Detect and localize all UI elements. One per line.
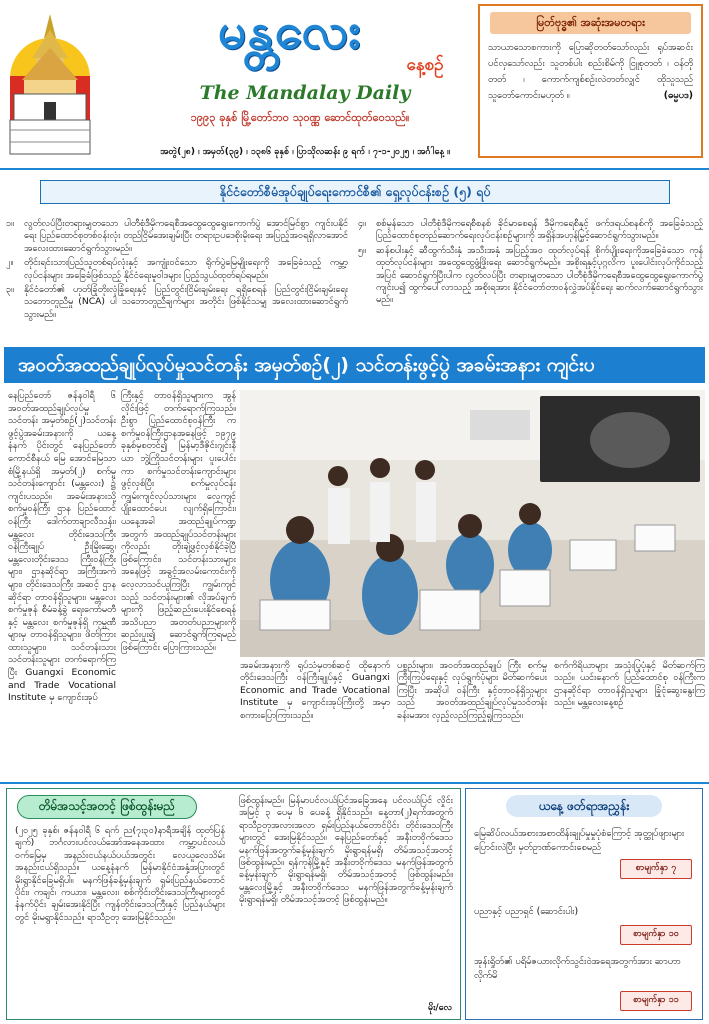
- pagoda-logo-icon: [6, 8, 94, 160]
- contents-page-label: စာမျက်နှာ ၇: [620, 859, 692, 879]
- objectives-body: [6, 218, 703, 336]
- article-column-1: နေပြည်တော် ဇန်နဝါရီ ၆ အဝတ်အထည်ချုပ်လုပ်မှု သင်တန်း အမှတ်စဉ်(၂)သင်တန်း ဖွင့်ပွဲအခမ်းအနားကို ယနေ့ နံနက် ပိုင်းတွင် နေပြည်တော်ကောင်စီနယ် မြေ အောင်မြေသာစံမြို့နယ်ရှိ အမှတ်(၂) စက်မှုသင်တန်းကျောင်း (မန္တလေး) ၌ ကျင်းပသည်။ အခမ်းအနားသို့ စက်မှုဝန်ကြီး ဌာန ပြည်ထောင်ဝန်ကြီး ဒေါက်တာချာလီသန်း၊ မန္တလေး တိုင်းဒေသကြီး ဝန်ကြီးချုပ် ဦးမြိုးဆွေ၊ မန္တလေးတိုင်းဒေသ ကြီးဝန်ကြီးများ၊ ဌာနဆိုင်ရာ အကြီးအကဲများ၊ တိုင်းဒေသကြီး အဆင့် ဌာနဆိုင်ရာ တာဝန်ရှိသူများ၊ မန္တလေးစက်မှုဇုန် စီမံခန့်ခွဲ ရေးကော်မတီနှင့် မန္တလေး စက်မှုဇုန်ရှိ ကုမ္ပဏီများမှ တာဝန်ရှိသူများ၊ ဖိတ်ကြားထားသူများ၊ သင်တန်းသား သင်တန်းသူများ တက်ရောက်ကြပြီး Guangxi Economic and Trade Vocational Institute မှ ကျောင်းအုပ်: [8, 390, 116, 704]
- weather-forecast-box: [6, 788, 461, 1020]
- tagline: ၁၉၉၃ ခုနှစ် မြို့တော်ဘဝ သုဝဏ္ဏ ဆောင်ထုတ်ဝေသည်။: [190, 111, 410, 124]
- objective-number: ၂။: [6, 257, 14, 269]
- english-title: The Mandalay Daily: [199, 82, 411, 104]
- buddha-quote-box: [478, 4, 703, 158]
- article-column-4: ပစ္စည်းများ၊ အဝတ်အထည်ချုပ် ကြီး စက်မှုကြီးကြပ်ရေးနှင့် လုပ်ရွက်ပုံများ မိတ်ဆက်ပေးကြပြီး အဆိုပါ ဝန်ကြီး နှင့်တာဝန်ရှိသူများသည် အဝတ်အထည်ချုပ်လုပ်မှုသင်တန်း ခန်းမအား လှည့်လည်ကြည့်ရှုကြသည်။: [397, 660, 547, 721]
- newspaper-title: မန္တလေး: [217, 1, 363, 60]
- objective-text: လွတ်လပ်ပြီးတရားမျှတသော ပါတီစုံဒီမိုကရေစီအထွေထွေရွေးကောက်ပွဲ အောင်မြင်စွာ ကျင်းပနိုင်ရေး ပြည်ထောင်စုတစ်ဝန်းလုံး တည်ငြိမ်အေးချမ်းပြီး တရားဥပဒေစိုးမိုးရေး အပြည့်အဝရရှိလာအောင် အလေးထားဆောင်ရွက်သွားမည်။: [24, 218, 348, 254]
- quote-text: [488, 40, 693, 104]
- headline-garment-training: အဝတ်အထည်ချုပ်လုပ်မှုသင်တန်း အမှတ်စဉ်(၂) သင်တန်းဖွင့်ပွဲ အခမ်းအနား ကျင်းပ: [4, 347, 705, 383]
- training-class-photo: [240, 390, 705, 657]
- objective-item: [6, 218, 348, 255]
- newspaper-subtitle: နေ့စဉ်: [406, 55, 444, 75]
- headline-five-objectives: နိုင်ငံတော်စီမံအုပ်ချုပ်ရေးကောင်စီ၏ ရှေ့လုပ်ငန်းစဉ် (၅) ရပ်: [40, 180, 670, 204]
- contents-heading: ယနေ့ ဖတ်ရာအညွှန်း: [506, 795, 662, 817]
- contents-item-text: မြေဆိပ်လယ်အစားအစာထိန်းချုပ်မှုမှုပုံစံကြောင့် အုတ္ထုပ်ဖျားများ ပြောင်းလဲပြီး မှတ်ဥာဏ်ကောင်းစေမည်: [474, 828, 685, 853]
- quote-body: သာယာသောစကားကို ပြောဆိုတတ်သော်လည်း ရုပ်အဆင်းပင်လှသော်လည်း သူတစ်ပါး စည်းစိမ်ကို ငြူစုတတ် ၊ ဝန်တိုတတ် ၊ ကောက်ကျစ်စဉ်းလဲတတ်လျှင် ထိုသူသည် သူတော်ကောင်းမဟုတ် ။: [488, 42, 693, 101]
- objective-number: ၃။: [6, 284, 14, 296]
- objective-item: [6, 257, 348, 282]
- objectives-left-column: [6, 218, 348, 323]
- weather-credit: မိုး/လေ: [427, 1003, 452, 1013]
- objectives-right-column: [358, 218, 703, 309]
- section-rule: [0, 782, 709, 784]
- contents-box: [465, 788, 703, 1020]
- article-column-5: စက်ကိရိယာများ အသုံးပြုပုံနှင့် မိတ်ဆက်ကြသည်။ ယင်းနောက် ပြည်ထောင်စု ဝန်ကြီးက ဌာနဆိုင်ရာ တာဝန်ရှိသူများ ခြုံငုံဆွေးနွေးကြသည်။ မန္တလေးနေ့စဉ်: [554, 660, 705, 709]
- masthead-rule: [0, 168, 709, 170]
- article-below-photo: [240, 660, 705, 778]
- article-column-3: အခမ်းအနားကို ရုပ်သံမှတစ်ဆင့် ထိုနောက် တိုင်းဒေသကြီး ဝန်ကြီးချုပ်နှင့် Guangxi Economic and Trade Vocational Institute မှ ကျောင်းအုပ်ကြီးတို့ အမှာစကားပြောကြားသည်။: [240, 660, 390, 721]
- objective-item: [358, 218, 703, 243]
- weather-column-2: ဖြစ်ထွန်းမည်။ မြန်မာပင်လယ်ပြင်အခြေအနေ ပင်လယ်ပြင် လှိုင်းအမြင့် ၃ ပေမှ ၆ ပေခန့် ရှိနိုင်သည်။ နေ့တာ(၂)ရက်အတွက် ရာသီဥတုအလားအလာ ရှမ်းပြည်နယ်တောင်ပိုင်း တိုင်းဒေသကြီးများတွင် အေးမြနိုင်သည်။ နေပြည်တော်နှင့် အနီးတဝိုက်ဒေသ မနက်ဖြန်အတွက်ခန့်မှန်းချက် မိုးရွာရန်မရှိ၊ တိမ်အသင့်အတင့်ဖြစ်ထွန်းမည်။ ရန်ကုန်မြို့နှင့် အနီးတဝိုက်ဒေသ မနက်ဖြန်အတွက်ခန့်မှန်းချက် မိုးရွာရန်မရှိ၊ တိမ်အသင့်အတင့် ဖြစ်ထွန်းမည်။ မန္တလေးမြို့နှင့် အနီးတဝိုက်ဒေသ မနက်ဖြန်အတွက်ခန့်မှန်းချက် မိုးရွာရန်မရှိ၊ တိမ်အသင့်အတင့် ဖြစ်ထွန်းမည်။: [239, 795, 453, 906]
- objective-text: တိုင်းရင်းသားပြည်သူတစ်ရပ်လုံးနှင့် အကျုံးဝင်သော ရိုက်ပွဲမြေမျိုးရေးကို အခြေခံသည့် ကမ္ဘာ့လုပ်ငန်းများ အခြေခံဖြစ်သည့် နိုင်ငံရေးမူဝါဒများ ပြည့်သွယ်ထုတ်ရပ်ရမည်။: [24, 257, 348, 281]
- objective-number: ၄။: [358, 218, 366, 229]
- contents-page-label: စာမျက်နှာ ၁၁: [620, 991, 692, 1011]
- objective-text: နိုင်ငံတော်၏ ဟုတ်ခြုံတိုးလုံခြုံရေးနှင့် ပြည်တွင်းငြိမ်းချမ်းရေး ရရှိစေရန် ပြည်တွင်းငြိမ်းချမ်းရေးသဘောတူညီမှု (NCA) ပါ သဘောတူညီချက်များ အတိုင်း ဖြစ်နိုင်သမျှ အလေးထားဆောင်ရွက်သွားမည်။: [24, 284, 348, 320]
- contents-item-text: အုန်းရှိုတ်၏ ပရိမ်ဇယားလိုက်သွင်းဝဲအရေအတွက်အား ဆာဟာ လိုက်မိ: [474, 956, 681, 981]
- article-column-2: ကြီးနှင့် တာဝန်ရှိသူများက အွန် လိုင်းဖြင့် တက်ရောက်ကြသည်။ ဦးစွာ ပြည်ထောင်စုဝန်ကြီး က စက်မှုဝန်ကြီးဌာနအနေဖြင့် ၁၉၇၉ ခုနှစ်မှစတင်၍ မြန်မာ့ဒီဇိုင်းဂျင်းနီယာ ဘွဲ့ကြိုသင်တန်းများ ပူးပေါင်းကာ စက်မှုသင်တန်းကျောင်းများ ဖွင့်လှစ်ပြီး စက်မှုလုပ်ငန်းကျွမ်းကျင်လုပ်သားများ လေ့ကျင့်ပျိုးထောင်ပေး လျက်ရှိကြောင်း၊ ယနေ့အခါ အထည်ချုပ်ကဏ္ဍအတွက် အထည်ချုပ်သင်တန်းများကိုလည်း တိုးချဲ့ဖွင့်လှစ်နိုင်ခဲ့ပြီ ဖြစ်ကြောင်း၊ သင်တန်းသားများအနေဖြင့် အခွင့်အလမ်းကောင်းကို လေ့လာသင်ယူကြပြီး ကျွမ်းကျင်သည့် သင်တန်းများ၏ လိုအပ်ချက်များကို ဖြည့်ဆည်းပေးနိုင်စေရန် အသိပညာ အတတ်ပညာများကို ဆည်းပူး၍ ဆောင်ရွက်ကြရမည် ဖြစ်ကြောင်း ပြောကြားသည်။: [121, 390, 236, 653]
- issue-line: အတွဲ(၂၈) ၊ အမှတ်(၃၉) ၊ ၁၃၈၆ ခုနှစ် ၊ ပြာသိုလဆန်း ၉ ရက် ၊ ၇-၁-၂၀၂၅ ၊ အင်္ဂါနေ့ ။: [160, 147, 450, 157]
- contents-page-label: စာမျက်နှာ ၁၀: [620, 925, 692, 945]
- objective-item: [358, 245, 703, 307]
- objective-number: ၁။: [6, 218, 14, 229]
- contents-item-text: ပညာနှင့် ပညာရှင် (ဆောင်းပါး): [474, 906, 579, 917]
- training-photo-image: [240, 390, 705, 657]
- objective-text: စစ်မှန်သော ပါတီစုံဒီမိုကရေစီစနစ် ခိုင်မာစေရန် ဒီမိုကရေစီနှင့် ဖက်ဒရယ်စနစ်ကို အခြေခံသည့် ပြည်ထောင်စုတည်ဆောက်ရေးလုပ်ငန်းစဉ်များကို အရှိန်အဟုန်မြှင့်ဆောင်ရွက်သွားမည်။: [376, 218, 703, 242]
- pagoda-logo: [6, 8, 94, 160]
- quote-source: (ဓမ္မပဒ): [663, 90, 693, 101]
- objective-item: [6, 284, 348, 321]
- weather-heading: တိမ်အသင့်အတင့် ဖြစ်ထွန်းမည်: [17, 795, 197, 819]
- objective-number: ၅။: [358, 244, 366, 256]
- objective-text: ဆန်စပါးနှင့် ဆီထွက်သီးနှံ အသီးအနှံ အပြည့်အဝ ထုတ်လုပ်ရန် စိုက်ပျိုးရေးကိုအခြေခံသော ကုန်ထုတ်လုပ်ငန်းများ အထွေထွေဖွံ့ဖြိုးရေး ဆောင်ရွက်မည်။ အစိုးရနှင့်ပုဂ္ဂလိက ပူးပေါင်းလုပ်ကိုင်သည့်အပြင် ဆောင်ရွက်ပြီးပါက လွတ်လပ်ပြီး တရားမျှတသော ပါတီစုံဒီမိုကရေစီအထွေထွေရွေးကောက်ပွဲ ကျင်းပ၍ ထွက်ပေါ်လာသည့် အစိုးရအား နိုင်ငံတော်တာဝန်လွှဲအပ်နိုင်ရေး ဆက်လက်ဆောင်ရွက်သွားမည်။: [376, 244, 703, 306]
- quote-title: မြတ်ဗုဒ္ဓ၏ အဆုံးအမတရား: [490, 12, 691, 34]
- weather-column-1: (၂၀၂၅ ခုနှစ်၊ ဇန်နဝါရီ ၆ ရက် ည(၇း၃၀)နာရီအချိန် ထုတ်ပြန်ချက်) ဘင်္ဂလားပင်လယ်အော်အနေအထား ကမ္ဘာ့ပင်လယ်ဝက်မြေမှ အနည်းငယ်နယ်ပယ်အတွင်း လေယူလေသိမ်းအနည်းငယ်ရှိသည်။ ယနေ့နံနက် မြန်မာနိုင်ငံအနှံ့အပြားတွင် မိုးရွာနိုင်ခြေမရှိပါ။ မနက်ဖြန်ခန့်မှန်းချက် ရှမ်းပြည်နယ်တောင်ပိုင်း၊ ကချင်၊ ကယား၊ မန္တလေး၊ စစ်ကိုင်းတိုင်းဒေသကြီးများတွင် နံနက်ပိုင်း ချမ်းအေးနိုင်ပြီး ကျန်တိုင်းဒေသကြီးနှင့် ပြည်နယ်များတွင် မိုးမရွာနိုင်သည်။ ရာသီဥတု အေးမြနိုင်သည်။: [15, 825, 225, 923]
